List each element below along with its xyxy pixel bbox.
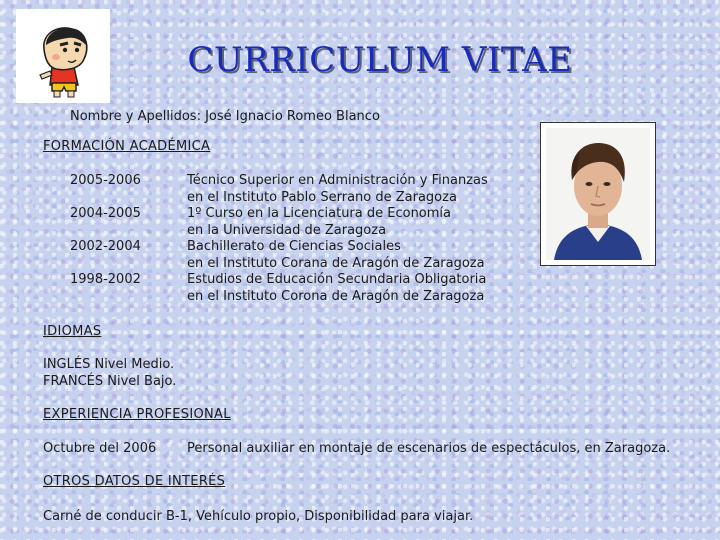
logo-box	[16, 9, 110, 103]
edu-year-1: 2005-2006	[70, 173, 141, 188]
edu-entry-4-line2: en el Instituto Corona de Aragón de Zaragoza	[187, 288, 485, 304]
heading-idiomas: IDIOMAS	[43, 324, 102, 339]
edu-entry-4	[187, 272, 486, 305]
experiencia-date: Octubre del 2006	[43, 441, 157, 456]
edu-entry-1-line2: en el Instituto Pablo Serrano de Zaragoza	[187, 189, 457, 205]
experiencia-description: Personal auxiliar en montaje de escenarios de espectáculos, en Zaragoza.	[187, 441, 671, 456]
edu-year-4: 1998-2002	[70, 272, 141, 287]
name-line: Nombre y Apellidos: José Ignacio Romeo Blanco	[70, 109, 380, 124]
heading-formacion: FORMACIÓN ACADÉMICA	[43, 139, 211, 154]
edu-entry-3	[187, 239, 485, 272]
photo-frame	[540, 122, 656, 266]
otros-text: Carné de conducir B-1, Vehículo propio, Disponibilidad para viajar.	[43, 509, 474, 524]
edu-year-3: 2002-2004	[70, 239, 141, 254]
edu-entry-4-line1: Estudios de Educación Secundaria Obligatoria	[187, 272, 487, 287]
edu-year-2: 2004-2005	[70, 206, 141, 221]
heading-experiencia: EXPERIENCIA PROFESIONAL	[43, 407, 231, 422]
page-title: CURRICULUM VITAE	[187, 40, 573, 80]
edu-entry-2-line2: en la Universidad de Zaragoza	[187, 222, 387, 238]
idioma-item-frances: FRANCÉS Nivel Bajo.	[43, 373, 177, 389]
edu-entry-1-line1: Técnico Superior en Administración y Finanzas	[187, 173, 488, 188]
cartoon-character-icon	[16, 9, 110, 103]
idiomas-list	[43, 357, 176, 390]
idioma-item-ingles: INGLÉS Nivel Medio.	[43, 357, 175, 372]
edu-entry-3-line2: en el Instituto Corana de Aragón de Zaragoza	[187, 255, 485, 271]
edu-entry-2	[187, 206, 451, 239]
edu-entry-3-line1: Bachillerato de Ciencias Sociales	[187, 239, 401, 254]
heading-otros: OTROS DATOS DE INTERÉS	[43, 474, 226, 489]
portrait-photo	[546, 128, 650, 260]
edu-entry-2-line1: 1º Curso en la Licenciatura de Economía	[187, 206, 452, 221]
edu-entry-1	[187, 173, 488, 206]
